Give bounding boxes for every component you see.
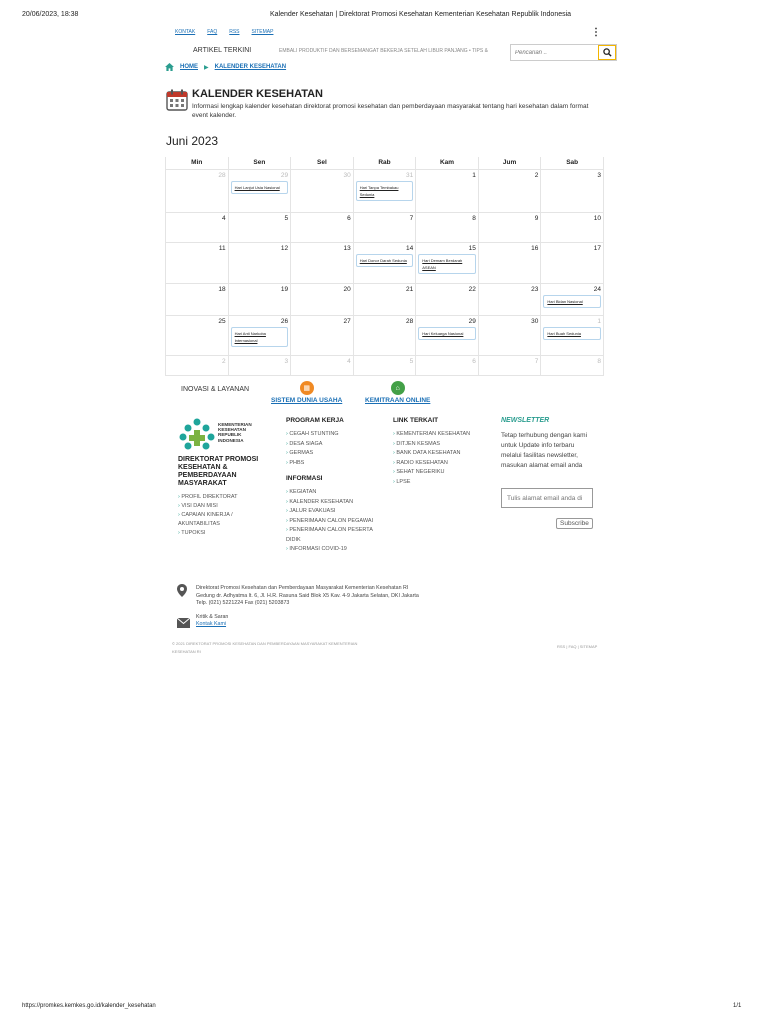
footer-link[interactable]: › KEGIATAN xyxy=(286,488,386,498)
calendar-day-cell[interactable] xyxy=(478,242,541,283)
logo-text: KEMENTERIAN xyxy=(218,422,252,427)
calendar-week-row xyxy=(166,355,604,375)
calendar-day-cell[interactable] xyxy=(291,355,354,375)
top-link-kontak[interactable]: KONTAK xyxy=(175,29,196,35)
more-vertical-icon[interactable]: ⋮ xyxy=(591,27,601,38)
weekday-header: Sab xyxy=(541,157,604,169)
day-number: 6 xyxy=(347,214,351,222)
weekday-header: Min xyxy=(166,157,229,169)
print-url: https://promkes.kemkes.go.id/kalender_kesehatan xyxy=(22,1003,156,1009)
calendar-day-cell[interactable] xyxy=(353,212,416,242)
map-pin-icon xyxy=(177,584,187,602)
newsletter-title: NEWSLETTER xyxy=(501,417,550,424)
subscribe-button[interactable]: Subscribe xyxy=(556,518,593,529)
calendar-day-cell[interactable] xyxy=(353,283,416,315)
day-number: 28 xyxy=(218,171,226,179)
calendar-event[interactable] xyxy=(231,181,289,194)
calendar-day-cell[interactable] xyxy=(228,355,291,375)
ticker-label: ARTIKEL TERKINI xyxy=(193,47,252,54)
footer-link[interactable]: › INFORMASI COVID-19 xyxy=(286,545,386,555)
related-links xyxy=(393,430,493,487)
calendar-month-title: Juni 2023 xyxy=(166,134,219,148)
top-link-faq[interactable]: FAQ xyxy=(207,29,218,35)
calendar-icon xyxy=(166,89,188,116)
footer-link[interactable]: › KEMENTERIAN KESEHATAN xyxy=(393,430,493,440)
calendar-day-cell[interactable] xyxy=(166,212,229,242)
weekday-header: Rab xyxy=(353,157,416,169)
top-link-rss[interactable]: RSS xyxy=(229,29,240,35)
calendar-day-cell[interactable] xyxy=(416,212,479,242)
day-number: 8 xyxy=(472,214,476,222)
service-label: SISTEM DUNIA USAHA xyxy=(271,397,343,404)
logo-text: INDONESIA xyxy=(218,437,244,443)
footer-link[interactable]: › PENERIMAAN CALON PEGAWAI xyxy=(286,517,386,527)
calendar-week-row xyxy=(166,283,604,315)
footer-link[interactable]: › CAPAIAN KINERJA / AKUNTABILITAS xyxy=(178,511,268,529)
day-number: 8 xyxy=(597,357,601,365)
event-title: Hari Lanjut Usia Nasional xyxy=(234,184,280,190)
print-page-number: 1/1 xyxy=(733,1003,742,1009)
org-links xyxy=(178,493,268,538)
weekday-header: Kam xyxy=(416,157,479,169)
page-description: Informasi lengkap kalender kesehatan direktorat promosi kesehatan dan pemberdayaan masyarakat tentang hari kesehatan dalam format event kalender. xyxy=(192,103,589,119)
ticker-text[interactable]: EMBALI PRODUKTIF DAN BERSEMANGAT BEKERJA SETELAH LIBUR PANJANG • TIPS & xyxy=(279,48,488,54)
calendar-day-cell[interactable] xyxy=(416,242,479,283)
calendar-week-row xyxy=(166,212,604,242)
day-number: 29 xyxy=(468,317,476,325)
day-number: 29 xyxy=(280,171,289,179)
building-icon: ▦ xyxy=(300,381,314,395)
calendar-day-cell[interactable] xyxy=(416,355,479,375)
day-number: 11 xyxy=(218,244,226,252)
program-title: PROGRAM KERJA xyxy=(286,417,344,424)
calendar-day-cell[interactable] xyxy=(353,315,416,355)
program-links xyxy=(286,430,386,468)
day-number: 18 xyxy=(218,285,226,293)
kemenkes-logo xyxy=(179,418,252,452)
event-title: Hari Anti Narkoba Internasional xyxy=(234,330,266,343)
services-label: INOVASI & LAYANAN xyxy=(181,386,250,393)
calendar-event[interactable] xyxy=(543,295,601,308)
calendar-day-cell[interactable] xyxy=(228,315,291,355)
calendar-day-cell[interactable] xyxy=(166,355,229,375)
calendar-week-row xyxy=(166,169,604,212)
day-number: 25 xyxy=(218,317,226,325)
calendar-day-cell[interactable] xyxy=(541,212,604,242)
day-number: 13 xyxy=(343,244,351,252)
calendar-day-cell[interactable] xyxy=(228,212,291,242)
day-number: 31 xyxy=(406,171,414,179)
calendar-day-cell[interactable] xyxy=(478,315,541,355)
footer-link[interactable]: › SEHAT NEGERIKU xyxy=(393,468,493,478)
kontak-link[interactable]: Kontak Kami xyxy=(196,621,227,627)
calendar-event[interactable] xyxy=(356,254,414,267)
calendar-day-cell[interactable] xyxy=(541,242,604,283)
weekday-header: Jum xyxy=(478,157,541,169)
kritik-block xyxy=(196,614,228,628)
bottom-links[interactable]: RSS | FAQ | SITEMAP xyxy=(557,644,598,649)
address-line: Gedung dr. Adhyatma lt. 6, Jl. H.R. Rasuna Said Blok X5 Kav. 4-9 Jakarta Selatan, DKI Jakarta xyxy=(196,592,419,599)
weekday-header: Sel xyxy=(291,157,354,169)
footer-link[interactable]: › PROFIL DIREKTORAT xyxy=(178,493,268,502)
service-label: KEMITRAAN ONLINE xyxy=(365,397,431,404)
footer-link[interactable]: › RADIO KESEHATAN xyxy=(393,459,493,469)
calendar-day-cell[interactable] xyxy=(353,169,416,212)
top-links xyxy=(175,29,273,35)
day-number: 27 xyxy=(343,317,351,325)
home-icon xyxy=(165,63,174,71)
day-number: 12 xyxy=(280,244,289,252)
store-icon: ⌂ xyxy=(391,381,405,395)
day-number: 3 xyxy=(597,171,601,179)
chevron-right-icon: ▶ xyxy=(204,64,209,71)
calendar-day-cell[interactable] xyxy=(541,355,604,375)
address-line: Telp. (021) 5221224 Fax (021) 5203873 xyxy=(196,600,290,606)
calendar-event[interactable] xyxy=(543,327,601,340)
calendar-day-cell[interactable] xyxy=(291,212,354,242)
calendar-day-cell[interactable] xyxy=(478,212,541,242)
footer-link[interactable]: › GERMAS xyxy=(286,449,386,459)
footer-link[interactable]: › PHBS xyxy=(286,459,386,469)
breadcrumb-current[interactable]: KALENDER KESEHATAN xyxy=(214,64,287,70)
calendar-day-cell[interactable] xyxy=(166,315,229,355)
logo-text: REPUBLIK xyxy=(218,432,242,438)
calendar-day-cell[interactable] xyxy=(228,242,291,283)
day-number: 4 xyxy=(347,357,351,365)
day-number: 19 xyxy=(280,285,289,293)
calendar-day-cell[interactable] xyxy=(166,169,229,212)
calendar-day-cell[interactable] xyxy=(166,283,229,315)
calendar-event[interactable] xyxy=(418,254,476,274)
event-title: Hari Bidan Nasional xyxy=(547,298,583,304)
day-number: 10 xyxy=(593,214,601,222)
footer-link[interactable]: › PENERIMAAN CALON PESERTA DIDIK xyxy=(286,526,386,545)
calendar-day-cell[interactable] xyxy=(541,283,604,315)
calendar-day-cell[interactable] xyxy=(228,169,291,212)
address-block xyxy=(196,585,456,608)
search-button[interactable] xyxy=(598,45,616,60)
footer-link[interactable]: › VISI DAN MISI xyxy=(178,502,268,511)
calendar-week-row xyxy=(166,242,604,283)
day-number: 20 xyxy=(343,285,351,293)
newsletter-email-input[interactable] xyxy=(501,488,593,508)
breadcrumb xyxy=(165,63,286,71)
calendar-day-cell[interactable] xyxy=(478,169,541,212)
event-title: Hari Buah Sedunia xyxy=(547,330,581,336)
calendar-day-cell[interactable] xyxy=(353,242,416,283)
calendar-day-cell[interactable] xyxy=(416,315,479,355)
calendar-day-cell[interactable] xyxy=(478,283,541,315)
calendar-weekday-row xyxy=(166,157,604,169)
footer-link[interactable]: › JALUR EVAKUASI xyxy=(286,507,386,517)
event-title: Hari Demam Berdarah ASEAN xyxy=(422,257,463,270)
search-icon xyxy=(603,48,612,57)
service-sistem-dunia-usaha[interactable] xyxy=(271,381,342,404)
calendar-week-row xyxy=(166,315,604,355)
event-title: Hari Donor Darah Sedunia xyxy=(359,257,407,263)
footer-link[interactable]: › BANK DATA KESEHATAN xyxy=(393,449,493,459)
service-kemitraan-online[interactable] xyxy=(365,381,430,404)
calendar-day-cell[interactable] xyxy=(291,283,354,315)
calendar-day-cell[interactable] xyxy=(416,283,479,315)
footer-link[interactable]: › TUPOKSI xyxy=(178,529,268,538)
day-number: 30 xyxy=(531,317,539,325)
day-number: 26 xyxy=(280,317,289,325)
logo-text: KESEHATAN xyxy=(218,427,246,433)
calendar-day-cell[interactable] xyxy=(291,242,354,283)
page-title: KALENDER KESEHATAN xyxy=(192,88,323,100)
day-number: 22 xyxy=(468,285,476,293)
org-name: DIREKTORAT PROMOSI KESEHATAN & PEMBERDAYAAN MASYARAKAT xyxy=(178,456,259,487)
calendar-day-cell[interactable] xyxy=(416,169,479,212)
calendar-day-cell[interactable] xyxy=(541,315,604,355)
day-number: 28 xyxy=(406,317,414,325)
day-number: 21 xyxy=(406,285,414,293)
day-number: 15 xyxy=(468,244,476,252)
day-number: 30 xyxy=(343,171,351,179)
calendar-event[interactable] xyxy=(231,327,289,347)
footer-link[interactable]: › KALENDER KESEHATAN xyxy=(286,498,386,508)
calendar-event[interactable] xyxy=(418,327,476,340)
footer-link[interactable]: › CEGAH STUNTING xyxy=(286,430,386,440)
day-number: 24 xyxy=(593,285,601,293)
search-box xyxy=(510,44,617,61)
calendar-day-cell[interactable] xyxy=(291,315,354,355)
event-title: Hari Tanpa Tembakau Sedunia xyxy=(359,184,399,197)
day-number: 5 xyxy=(284,214,289,222)
top-link-sitemap[interactable]: SITEMAP xyxy=(251,29,274,35)
calendar-day-cell[interactable] xyxy=(291,169,354,212)
day-number: 16 xyxy=(531,244,539,252)
calendar-day-cell[interactable] xyxy=(478,355,541,375)
mail-icon xyxy=(177,615,190,633)
calendar-day-cell[interactable] xyxy=(228,283,291,315)
calendar-day-cell[interactable] xyxy=(541,169,604,212)
day-number: 7 xyxy=(534,357,539,365)
copyright: © 2021 DIREKTORAT PROMOSI KESEHATAN DAN PEMBERDAYAAN MASYARAKAT KEMENTERIAN KESEHATAN RI xyxy=(172,641,358,654)
day-number: 2 xyxy=(221,357,226,365)
calendar-event[interactable] xyxy=(356,181,414,201)
day-number: 2 xyxy=(534,171,539,179)
day-number: 23 xyxy=(531,285,539,293)
day-number: 14 xyxy=(406,244,414,252)
day-number: 7 xyxy=(409,214,414,222)
day-number: 5 xyxy=(409,357,414,365)
day-number: 3 xyxy=(284,357,289,365)
search-input[interactable] xyxy=(511,45,598,60)
print-date: 20/06/2023, 18:38 xyxy=(22,11,79,18)
calendar-day-cell[interactable] xyxy=(166,242,229,283)
breadcrumb-home[interactable]: HOME xyxy=(180,64,198,70)
day-number: 9 xyxy=(534,214,539,222)
newsletter-description: Tetap terhubung dengan kami untuk Update info terbaru melalui fasilitas newsletter, masukan alamat email anda xyxy=(501,432,588,469)
footer-link[interactable]: › DESA SIAGA xyxy=(286,440,386,450)
calendar-grid xyxy=(165,157,604,376)
event-title: Hari Keluarga Nasional xyxy=(422,330,464,336)
weekday-header: Sen xyxy=(228,157,291,169)
day-number: 1 xyxy=(597,317,601,325)
kritik-label: Kritik & Saran xyxy=(196,614,229,620)
related-title: LINK TERKAIT xyxy=(393,417,439,424)
info-title: INFORMASI xyxy=(286,475,323,482)
day-number: 4 xyxy=(221,214,226,222)
footer-link[interactable]: › DITJEN KESMAS xyxy=(393,440,493,450)
day-number: 17 xyxy=(593,244,601,252)
address-line: Direktorat Promosi Kesehatan dan Pemberdayaan Masyarakat Kementerian Kesehatan RI xyxy=(196,585,409,591)
day-number: 1 xyxy=(472,171,476,179)
day-number: 6 xyxy=(472,357,476,365)
calendar-day-cell[interactable] xyxy=(353,355,416,375)
footer-link[interactable]: › LPSE xyxy=(393,478,493,488)
info-links xyxy=(286,488,386,555)
print-title: Kalender Kesehatan | Direktorat Promosi Kesehatan Kementerian Kesehatan Republik Indonesia xyxy=(270,11,572,18)
